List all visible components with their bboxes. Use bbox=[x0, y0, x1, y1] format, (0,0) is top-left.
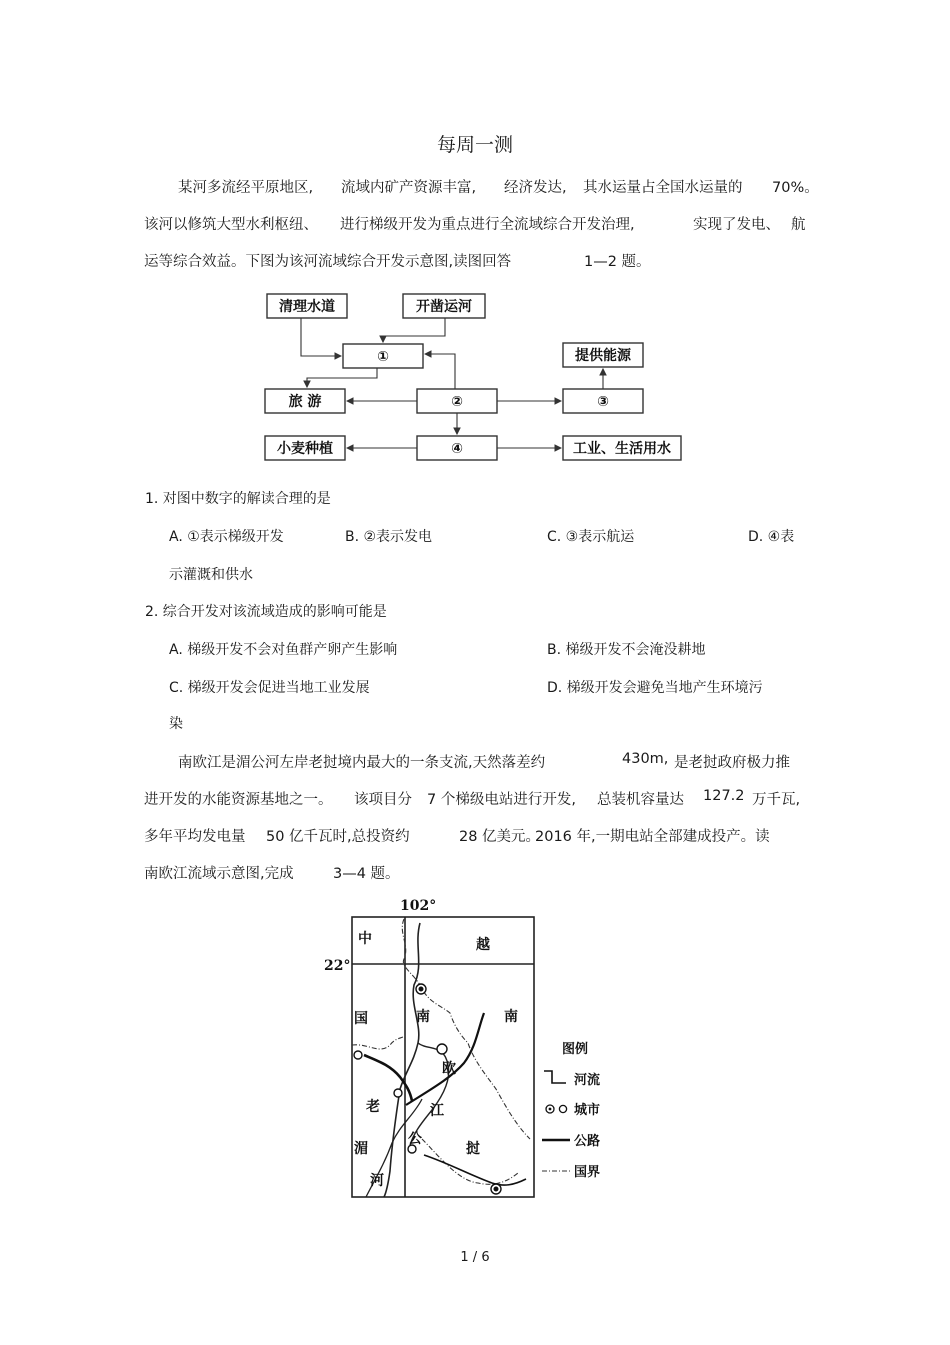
legend-border: 国界 bbox=[574, 1165, 601, 1180]
map-label-lao: 老 bbox=[366, 1099, 380, 1115]
intro1-seg: 70%。 bbox=[772, 180, 819, 196]
intro1-seg: 流域内矿产资源丰富, bbox=[341, 180, 477, 196]
map-label-gong: 公 bbox=[408, 1131, 422, 1147]
page-title: 每周一测 bbox=[436, 134, 513, 156]
option-d: D. 梯级开发会避免当地产生环境污 bbox=[547, 680, 763, 696]
option-c: C. ③表示航运 bbox=[547, 529, 635, 545]
intro2-seg: 3—4 题。 bbox=[333, 866, 400, 882]
intro2-seg: 是老挝政府极力推 bbox=[674, 755, 790, 771]
map-longitude: 102° bbox=[400, 898, 437, 914]
option-a: A. ①表示梯级开发 bbox=[169, 529, 284, 545]
option-d-continued: 染 bbox=[169, 716, 183, 732]
legend-river: 河流 bbox=[574, 1073, 601, 1088]
development-flow-diagram bbox=[255, 288, 695, 466]
option-d-continued: 示灌溉和供水 bbox=[169, 567, 253, 583]
question-stem: 2. 综合开发对该流域造成的影响可能是 bbox=[145, 604, 387, 620]
intro2-seg: 总装机容量达 bbox=[597, 792, 684, 808]
intro1-seg: 1—2 题。 bbox=[584, 254, 651, 270]
intro1-seg: 航 bbox=[791, 217, 806, 233]
option-a: A. 梯级开发不会对鱼群产卵产生影响 bbox=[169, 642, 398, 658]
intro2-seg: 127.2 bbox=[703, 788, 745, 804]
box-n3: ③ bbox=[597, 394, 609, 410]
intro2-seg: 进开发的水能资源基地之一。 bbox=[144, 792, 333, 808]
map-label-he: 河 bbox=[370, 1173, 384, 1189]
legend-city: 城市 bbox=[574, 1103, 601, 1118]
intro1-seg: 实现了发电、 bbox=[693, 217, 780, 233]
intro2-seg: 万千瓦, bbox=[752, 792, 801, 808]
legend-road: 公路 bbox=[574, 1134, 601, 1149]
intro1-seg: 运等综合效益。下图为该河流域综合开发示意图,读图回答 bbox=[144, 254, 512, 270]
box-kaizao: 开凿运河 bbox=[416, 299, 472, 315]
intro1-seg: 进行梯级开发为重点进行全流域综合开发治理, bbox=[340, 217, 635, 233]
intro2-seg: 50 亿千瓦时,总投资约 bbox=[266, 829, 410, 845]
map-label-wo: 挝 bbox=[466, 1141, 480, 1157]
intro1-seg: 经济发达, bbox=[504, 180, 567, 196]
map-latitude: 22° bbox=[324, 958, 351, 974]
intro2-seg: 南欧江是湄公河左岸老挝境内最大的一条支流,天然落差约 bbox=[178, 755, 546, 771]
box-tigong: 提供能源 bbox=[575, 348, 631, 364]
map-label-nan-river: 南 bbox=[416, 1009, 430, 1025]
option-b: B. ②表示发电 bbox=[345, 529, 433, 545]
box-n4: ④ bbox=[451, 441, 463, 457]
box-gongye: 工业、生活用水 bbox=[573, 441, 671, 457]
box-n1: ① bbox=[377, 349, 389, 365]
box-qingli: 清理水道 bbox=[279, 299, 335, 315]
intro1-seg: 其水运量占全国水运量的 bbox=[583, 180, 743, 196]
intro2-seg: 南欧江流域示意图,完成 bbox=[144, 866, 294, 882]
option-c: C. 梯级开发会促进当地工业发展 bbox=[169, 680, 370, 696]
intro2-seg: 多年平均发电量 bbox=[144, 829, 246, 845]
map-label-ou: 欧 bbox=[442, 1061, 456, 1077]
map-label-mei: 湄 bbox=[354, 1141, 368, 1157]
map-label-jiang: 江 bbox=[430, 1103, 444, 1119]
box-n2: ② bbox=[451, 394, 463, 410]
map-label-yue: 越 bbox=[476, 937, 490, 953]
nam-ou-basin-map bbox=[318, 893, 618, 1205]
option-b: B. 梯级开发不会淹没耕地 bbox=[547, 642, 706, 658]
page-number: 1 / 6 bbox=[460, 1250, 490, 1265]
intro2-seg: 28 亿美元。 bbox=[459, 829, 541, 845]
intro2-seg: 2016 年,一期电站全部建成投产。读 bbox=[535, 829, 770, 845]
legend-title: 图例 bbox=[562, 1042, 589, 1057]
map-label-guo: 国 bbox=[354, 1011, 368, 1027]
box-lvyou: 旅 游 bbox=[288, 394, 322, 410]
question-stem: 1. 对图中数字的解读合理的是 bbox=[145, 491, 331, 507]
intro2-seg: 430m, bbox=[622, 751, 669, 767]
intro2-seg: 7 个梯级电站进行开发, bbox=[427, 792, 576, 808]
intro1-seg: 某河多流经平原地区, bbox=[178, 180, 314, 196]
map-label-zhong: 中 bbox=[358, 931, 372, 947]
map-label-nan-country: 南 bbox=[504, 1009, 518, 1025]
option-d: D. ④表 bbox=[748, 529, 795, 545]
intro2-seg: 该项目分 bbox=[354, 792, 412, 808]
box-xiaomai: 小麦种植 bbox=[277, 441, 333, 457]
intro1-seg: 该河以修筑大型水利枢纽、 bbox=[144, 217, 318, 233]
